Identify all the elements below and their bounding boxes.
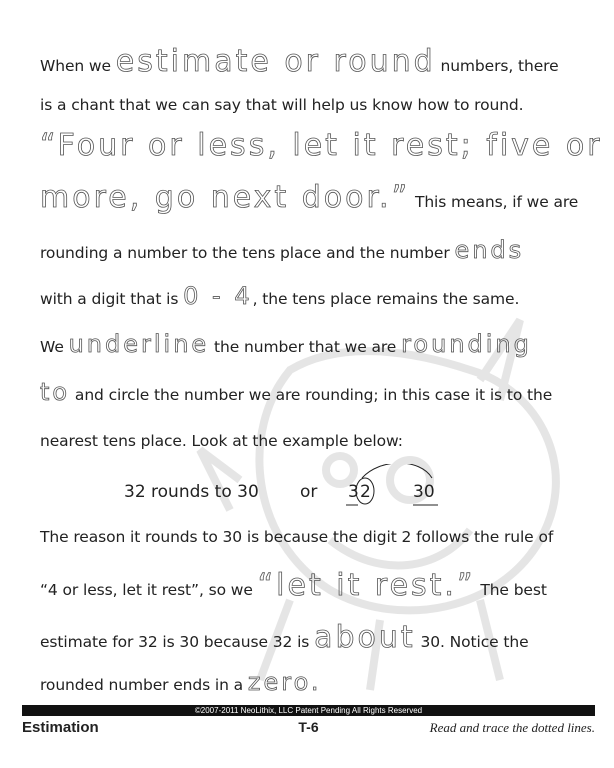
text: The reason it rounds to 30 is because the digit 2 follows the rule of [40,528,554,546]
text: rounding a number to the tens place and the number [40,244,455,262]
text: rounded number ends in a [40,676,248,694]
example-ones-digit-circled: 2 [360,482,371,502]
trace-word-ends: ends [454,236,525,264]
trace-word-zero: zero. [247,668,322,696]
page-footer [22,719,595,739]
example-annotations [0,464,614,514]
text: “4 or less, let it rest”, so we [40,581,258,599]
example-or: or [300,482,318,502]
text-line-13 [40,668,322,696]
text: This means, if we are [410,193,579,211]
text: the number that we are [209,338,402,356]
page-number: T-6 [298,719,319,735]
text-line-1 [40,44,559,79]
example-tens-digit: 3 [348,482,359,502]
text: and circle the number we are rounding; in this case it is to the [70,386,553,404]
text-line-5 [40,236,524,264]
text-line-9 [40,432,403,450]
text-line-11 [40,568,547,603]
text-line-2 [40,96,524,114]
text: 30. Notice the [415,633,529,651]
text-line-4 [40,180,578,215]
trace-word-about: about [314,620,416,655]
text-line-7 [40,330,532,358]
copyright-bar: ©2007-2011 NeoLithix, LLC Patent Pending All Rights Reserved [22,705,595,716]
example-result-underlined: 30 [413,482,435,502]
text-line-8 [40,378,552,406]
instruction-text: Read and trace the dotted lines. [429,720,595,735]
text-line-10 [40,528,553,546]
section-title: Estimation [22,719,99,736]
text: The best [475,581,547,599]
text-line-12 [40,620,529,655]
trace-range-0-4: 0 - 4 [183,282,253,310]
text-line-6 [40,282,519,310]
text: We [40,338,69,356]
trace-word-underline: underline [68,330,210,358]
text: is a chant that we can say that will help us know how to round. [40,96,524,114]
text: , the tens place remains the same. [252,290,520,308]
trace-word-rounding: rounding [401,330,532,358]
example-text: 32 rounds to 30 [124,482,259,502]
trace-word-to: to [40,378,71,406]
trace-phrase-estimate-or-round: estimate or round [115,44,436,79]
text: When we [40,57,116,75]
text: with a digit that is [40,290,184,308]
text: nearest tens place. Look at the example below: [40,432,403,450]
text: estimate for 32 is 30 because 32 is [40,633,315,651]
trace-phrase-chant-part2: more, go next door.” [40,180,411,215]
text-line-3 [40,128,603,163]
text: numbers, there [435,57,559,75]
trace-phrase-let-it-rest: “let it rest.” [257,568,476,603]
rounding-example [0,478,614,510]
trace-phrase-chant-part1: “Four or less, let it rest; five or [40,128,603,163]
